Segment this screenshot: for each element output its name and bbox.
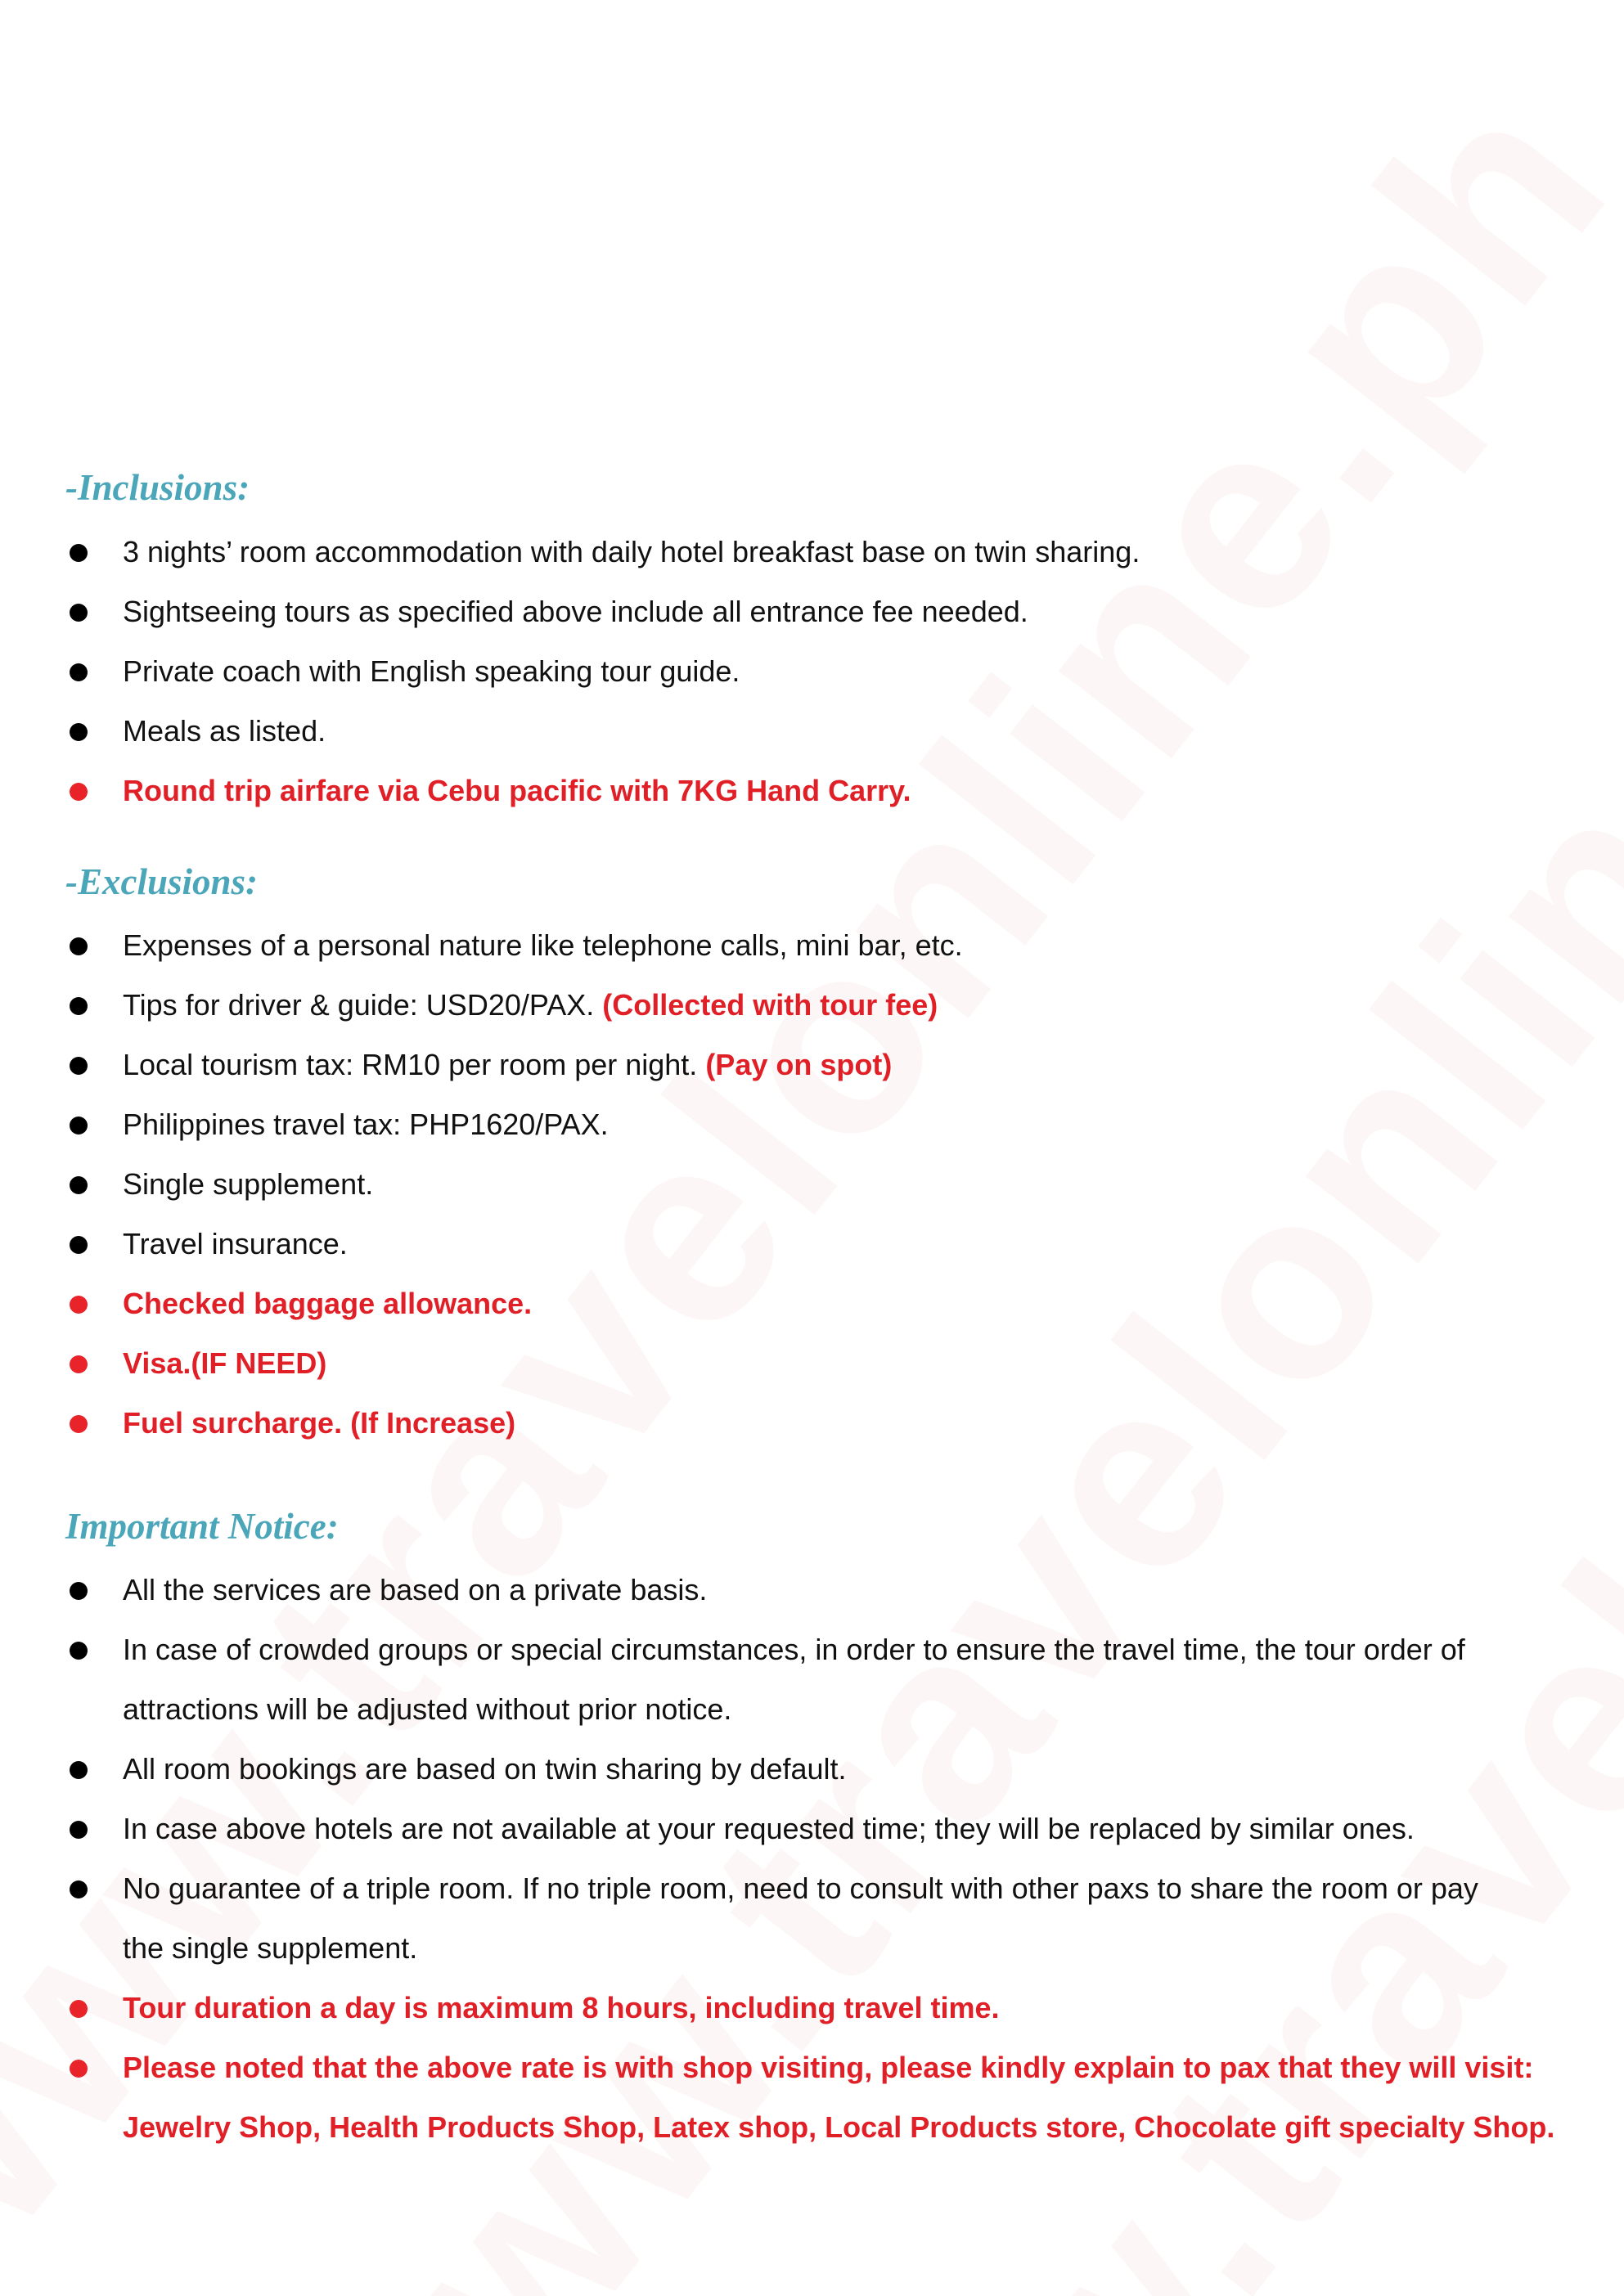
bullet-icon xyxy=(70,1880,88,1898)
exclusion-text: Philippines travel tax: PHP1620/PAX. xyxy=(123,1108,609,1141)
notice-text: All the services are based on a private basis. xyxy=(123,1573,708,1606)
exclusion-text: Expenses of a personal nature like telephone calls, mini bar, etc. xyxy=(123,928,963,962)
exclusion-text-group xyxy=(123,985,938,1026)
exclusion-text: Local tourism tax: RM10 per room per night. xyxy=(123,1048,706,1081)
bullet-icon xyxy=(70,2000,88,2018)
bullet-icon xyxy=(70,1582,88,1600)
bullet-icon xyxy=(70,1642,88,1660)
notice-item xyxy=(0,2039,1624,2159)
exclusion-note: (Collected with tour fee) xyxy=(602,988,938,1022)
inclusion-item xyxy=(0,703,1624,762)
exclusions-heading: -Exclusions: xyxy=(65,861,259,902)
bullet-icon xyxy=(70,783,88,801)
inclusion-item xyxy=(0,523,1624,583)
exclusion-text: Visa.(IF NEED) xyxy=(123,1346,327,1380)
inclusion-text: Round trip airfare via Cebu pacific with 7KG Hand Carry. xyxy=(123,774,911,807)
exclusion-text: Checked baggage allowance. xyxy=(123,1287,533,1320)
exclusion-item xyxy=(0,1395,1624,1454)
exclusion-note: (Pay on spot) xyxy=(705,1048,893,1081)
inclusions-heading: -Inclusions: xyxy=(65,467,250,508)
bullet-icon xyxy=(70,604,88,622)
inclusion-item xyxy=(0,583,1624,643)
bullet-icon xyxy=(70,1117,88,1135)
bullet-icon xyxy=(70,997,88,1015)
exclusion-item xyxy=(0,977,1624,1036)
exclusion-item xyxy=(0,1156,1624,1215)
inclusion-text: Private coach with English speaking tour guide. xyxy=(123,654,740,688)
exclusion-item xyxy=(0,1096,1624,1156)
exclusion-text: Tips for driver & guide: USD20/PAX. xyxy=(123,988,603,1022)
inclusion-item xyxy=(0,762,1624,822)
notice-text: No guarantee of a triple room. If no triple room, need to consult with other paxs to share the room or pay xyxy=(123,1871,1478,1905)
bullet-icon xyxy=(70,1415,88,1433)
bullet-icon xyxy=(70,1821,88,1839)
notice-text-continuation: attractions will be adjusted without prior notice. xyxy=(123,1692,732,1726)
exclusion-item xyxy=(0,1036,1624,1096)
exclusion-text: Fuel surcharge. (If Increase) xyxy=(123,1406,516,1440)
bullet-icon xyxy=(70,1057,88,1075)
notice-item xyxy=(0,1860,1624,1979)
notice-item xyxy=(0,1561,1624,1621)
exclusion-item xyxy=(0,917,1624,977)
bullet-icon xyxy=(70,544,88,562)
notice-text: Please noted that the above rate is with shop visiting, please kindly explain to pax that they will visit: xyxy=(123,2051,1534,2084)
bullet-icon xyxy=(70,1355,88,1373)
notice-item xyxy=(0,1621,1624,1741)
notice-text-continuation: the single supplement. xyxy=(123,1931,418,1965)
exclusion-item xyxy=(0,1215,1624,1275)
exclusion-item xyxy=(0,1335,1624,1395)
bullet-icon xyxy=(70,2060,88,2078)
inclusion-item xyxy=(0,643,1624,703)
notice-heading: Important Notice: xyxy=(65,1506,339,1547)
inclusion-text: Sightseeing tours as specified above include all entrance fee needed. xyxy=(123,595,1028,628)
bullet-icon xyxy=(70,723,88,741)
exclusion-text-group xyxy=(123,1045,892,1085)
exclusion-text: Single supplement. xyxy=(123,1167,374,1201)
inclusion-text: 3 nights’ room accommodation with daily hotel breakfast base on twin sharing. xyxy=(123,535,1140,568)
notice-text-continuation: Jewelry Shop, Health Products Shop, Latex shop, Local Products store, Chocolate gift specialty Shop. xyxy=(123,2110,1555,2144)
bullet-icon xyxy=(70,663,88,681)
bullet-icon xyxy=(70,937,88,955)
notice-item xyxy=(0,1800,1624,1860)
notice-text: All room bookings are based on twin sharing by default. xyxy=(123,1752,847,1786)
notice-item xyxy=(0,1741,1624,1800)
bullet-icon xyxy=(70,1296,88,1314)
notice-text: Tour duration a day is maximum 8 hours, including travel time. xyxy=(123,1991,1000,2024)
bullet-icon xyxy=(70,1761,88,1779)
notice-text: In case above hotels are not available at your requested time; they will be replaced by similar ones. xyxy=(123,1812,1415,1845)
exclusion-text: Travel insurance. xyxy=(123,1227,348,1260)
notice-text: In case of crowded groups or special circumstances, in order to ensure the travel time, the tour order of xyxy=(123,1633,1465,1666)
bullet-icon xyxy=(70,1236,88,1254)
notice-item xyxy=(0,1979,1624,2039)
inclusion-text: Meals as listed. xyxy=(123,714,326,748)
exclusion-item xyxy=(0,1275,1624,1335)
bullet-icon xyxy=(70,1176,88,1194)
